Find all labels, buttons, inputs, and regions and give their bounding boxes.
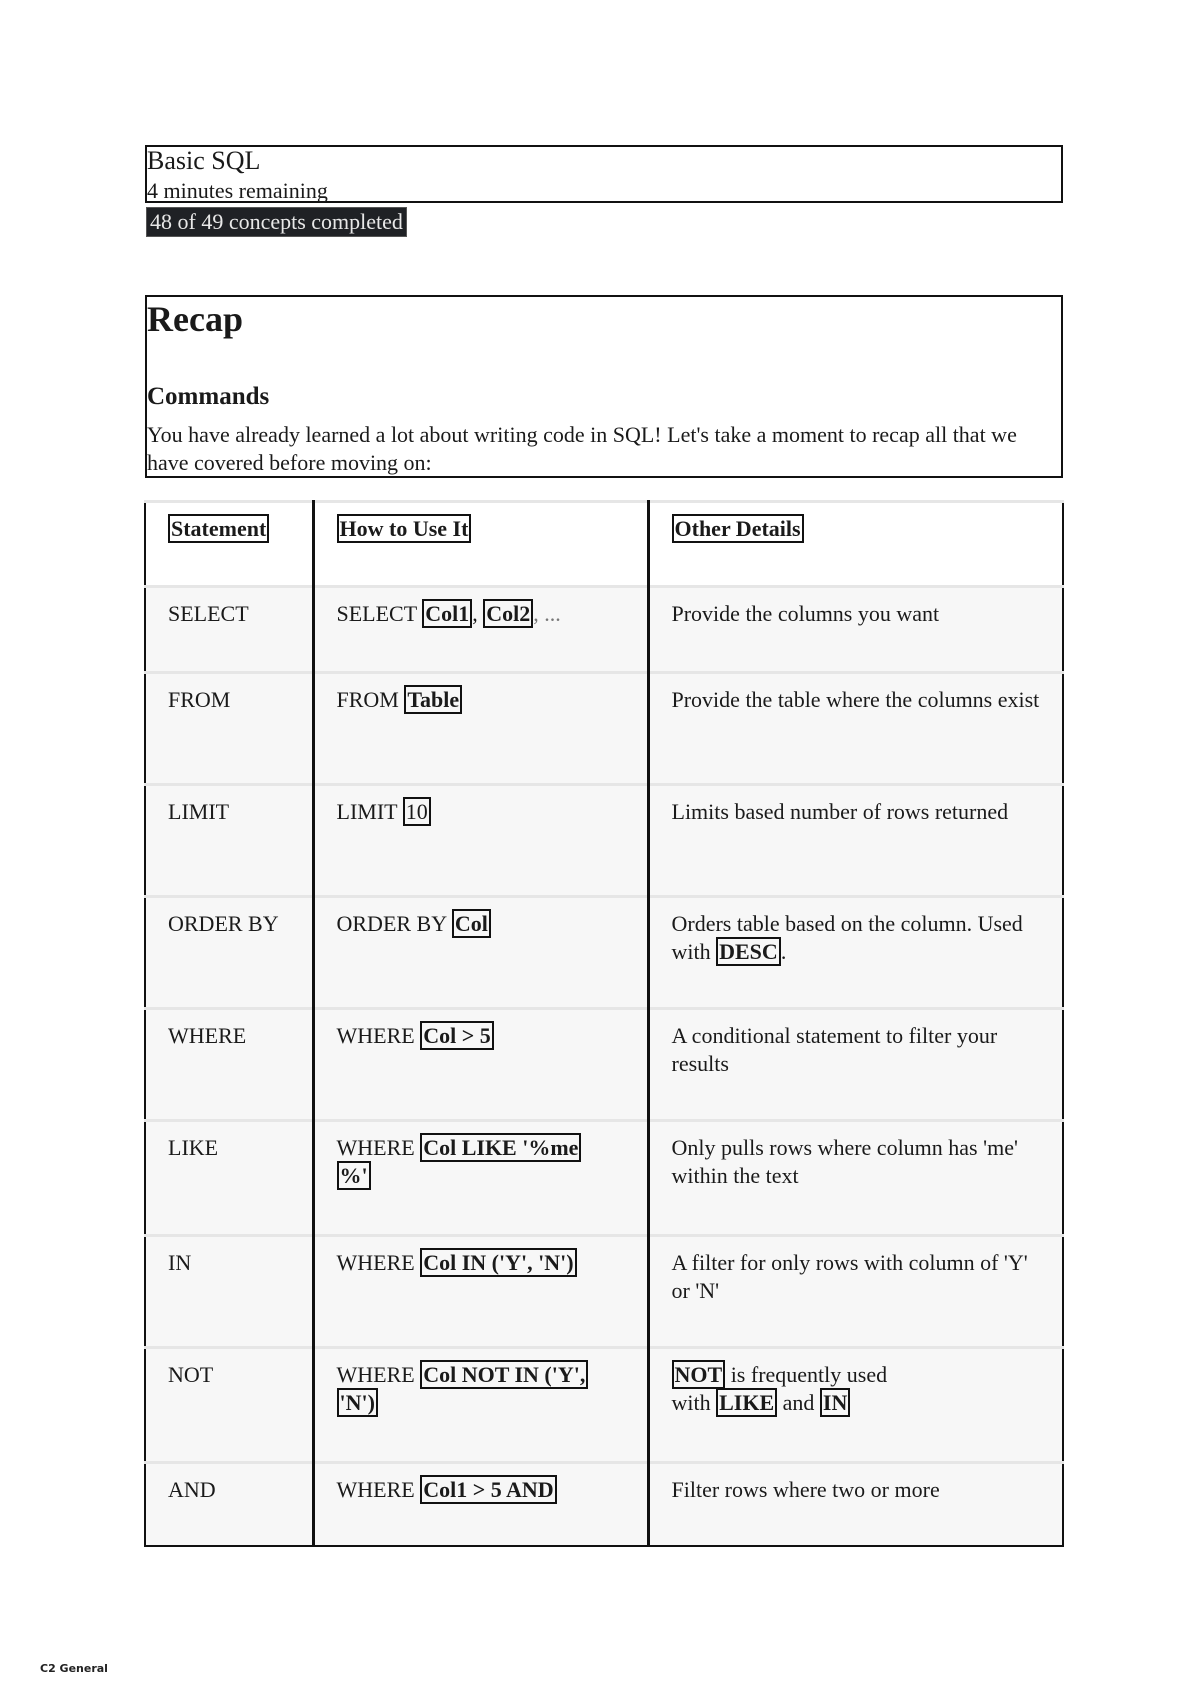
- usage-prefix: LIMIT: [336, 799, 403, 824]
- code-snippet: IN: [820, 1388, 850, 1417]
- usage-prefix: WHERE: [336, 1477, 421, 1502]
- details-cell: [648, 1348, 1063, 1463]
- code-snippet: NOT: [672, 1360, 726, 1389]
- details-text: Orders table based on the column. Used with: [671, 911, 1023, 964]
- usage-prefix: SELECT: [336, 601, 423, 626]
- table-row: [145, 1009, 1063, 1121]
- progress-badge: 48 of 49 concepts completed: [146, 207, 407, 237]
- commands-table: [144, 500, 1064, 1547]
- details-text: and: [777, 1390, 820, 1415]
- statement-cell: AND: [145, 1463, 313, 1546]
- table-row: [145, 785, 1063, 897]
- table-row: [145, 587, 1063, 673]
- details-cell: Limits based number of rows returned: [648, 785, 1063, 897]
- statement-cell: LIKE: [145, 1121, 313, 1236]
- header-cell-usage: [313, 502, 648, 587]
- time-remaining: 4 minutes remaining: [147, 178, 328, 203]
- table-row: [145, 897, 1063, 1009]
- code-snippet: Col: [452, 909, 491, 938]
- usage-prefix: WHERE: [336, 1362, 421, 1387]
- details-cell: Only pulls rows where column has 'me' within the text: [648, 1121, 1063, 1236]
- usage-suffix: , ...: [533, 601, 561, 626]
- table-row: [145, 1463, 1063, 1546]
- usage-cell: [313, 1348, 648, 1463]
- table-row: [145, 1348, 1063, 1463]
- statement-cell: SELECT: [145, 587, 313, 673]
- code-snippet: %': [337, 1161, 371, 1190]
- table-row: [145, 1236, 1063, 1348]
- usage-cell: [313, 1121, 648, 1236]
- footer-classification-label: C2 General: [40, 1662, 108, 1675]
- code-snippet: Col1 > 5 AND: [420, 1475, 557, 1504]
- code-snippet: 10: [403, 797, 431, 826]
- usage-cell: [313, 1463, 648, 1546]
- code-snippet: 'N'): [337, 1388, 378, 1417]
- header-cell-statement: [145, 502, 313, 587]
- details-cell: [648, 897, 1063, 1009]
- usage-prefix: WHERE: [336, 1023, 421, 1048]
- statement-cell: LIMIT: [145, 785, 313, 897]
- code-snippet: Col NOT IN ('Y',: [420, 1360, 588, 1389]
- code-snippet: Col IN ('Y', 'N'): [420, 1248, 576, 1277]
- usage-cell: [313, 673, 648, 785]
- details-cell: A conditional statement to filter your results: [648, 1009, 1063, 1121]
- course-title: Basic SQL: [147, 146, 261, 175]
- details-text: is frequently used: [725, 1362, 888, 1387]
- details-cell: Provide the columns you want: [648, 587, 1063, 673]
- header-label-statement: Statement: [168, 514, 269, 543]
- statement-cell: NOT: [145, 1348, 313, 1463]
- recap-intro-text: You have already learned a lot about writing code in SQL! Let's take a moment to recap all that we have covered before moving on:: [147, 422, 1017, 475]
- usage-cell: [313, 587, 648, 673]
- usage-prefix: ORDER BY: [336, 911, 452, 936]
- code-snippet: DESC: [716, 937, 781, 966]
- details-cell: A filter for only rows with column of 'Y' or 'N': [648, 1236, 1063, 1348]
- statement-cell: WHERE: [145, 1009, 313, 1121]
- details-text: with: [671, 1390, 717, 1415]
- header-cell-details: [648, 502, 1063, 587]
- usage-prefix: WHERE: [336, 1135, 421, 1160]
- table-row: [145, 1121, 1063, 1236]
- table-row: [145, 673, 1063, 785]
- code-snippet: Col LIKE '%me: [420, 1133, 581, 1162]
- code-snippet: Col2: [483, 599, 533, 628]
- code-snippet: Table: [404, 685, 462, 714]
- statement-cell: IN: [145, 1236, 313, 1348]
- commands-heading: Commands: [147, 383, 270, 410]
- usage-cell: [313, 897, 648, 1009]
- recap-heading: Recap: [147, 299, 243, 339]
- usage-cell: [313, 785, 648, 897]
- usage-separator: ,: [472, 601, 484, 626]
- header-label-details: Other Details: [672, 514, 804, 543]
- statement-cell: FROM: [145, 673, 313, 785]
- usage-cell: [313, 1236, 648, 1348]
- usage-prefix: FROM: [336, 687, 405, 712]
- details-cell: Provide the table where the columns exist: [648, 673, 1063, 785]
- statement-cell: ORDER BY: [145, 897, 313, 1009]
- code-snippet: Col > 5: [420, 1021, 494, 1050]
- code-snippet: LIKE: [716, 1388, 777, 1417]
- details-suffix: .: [780, 939, 787, 964]
- details-cell: Filter rows where two or more: [648, 1463, 1063, 1546]
- code-snippet: Col1: [422, 599, 472, 628]
- table-header-row: [145, 502, 1063, 587]
- usage-prefix: WHERE: [336, 1250, 421, 1275]
- usage-cell: [313, 1009, 648, 1121]
- header-label-usage: How to Use It: [337, 514, 472, 543]
